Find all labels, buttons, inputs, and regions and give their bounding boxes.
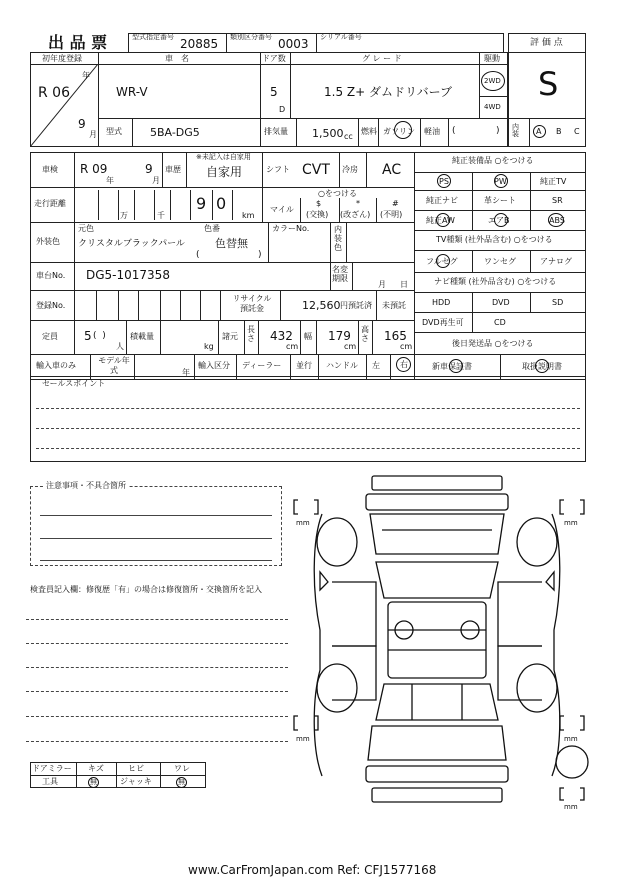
equip-sr: SR <box>552 196 563 205</box>
grade-value: 1.5 Z+ ダムドリバーブ <box>324 85 453 99</box>
legend-broken: ワレ <box>174 764 190 773</box>
grade-label: グ レ ー ド <box>362 54 402 63</box>
handle-label: ハンドル <box>326 361 358 370</box>
first-reg-year-unit: 年 <box>82 71 90 80</box>
class-no-label: 類別区分番号 <box>230 33 272 41</box>
inspection-month-unit: 月 <box>152 176 160 185</box>
caution-box <box>30 486 282 566</box>
parallel-option: 並行 <box>296 361 312 370</box>
first-reg-year: R 06 <box>38 85 70 101</box>
fuel-diesel: 軽油 <box>424 127 440 136</box>
recycle-amount: 12,560 <box>302 299 341 312</box>
fuel-label: 燃料 <box>361 127 377 136</box>
exchange-symbol: $ <box>316 199 322 208</box>
sen-unit: 千 <box>157 211 165 220</box>
recycle-label: リサイクル預託金 <box>232 294 272 313</box>
history-note: ※未記入は自家用 <box>196 153 251 161</box>
first-reg-month-unit: 月 <box>89 130 97 139</box>
navi-dvd-play: DVD再生可 <box>422 318 464 327</box>
later-manual: 取扱説明書 <box>522 362 562 371</box>
handle-right: 右 <box>400 360 408 369</box>
recycle-unpaid: 未預託 <box>382 301 406 310</box>
model-year-label: モデル年式 <box>98 356 130 375</box>
inspection-year: R 09 <box>80 162 108 176</box>
equip-pw: PW <box>494 177 507 186</box>
circle-note: ○をつける <box>318 189 357 198</box>
navi-sd: SD <box>552 298 564 307</box>
history-label: 車歴 <box>165 165 181 174</box>
mm-front-left: mm <box>296 519 310 527</box>
displacement-label: 排気量 <box>264 127 288 136</box>
altered-label: (改ざん) <box>340 210 371 219</box>
dims-label: 諸元 <box>222 332 238 341</box>
recycle-status: 円預託済 <box>340 301 372 310</box>
height-value: 165 <box>384 329 407 343</box>
unknown-label: (不明) <box>380 210 403 219</box>
chassis-label: 車台No. <box>36 271 66 280</box>
interior-c: C <box>574 127 580 136</box>
load-unit: kg <box>204 342 214 351</box>
eval-score: S <box>538 65 559 103</box>
interior-a: A <box>536 127 542 136</box>
width-unit: cm <box>344 342 357 351</box>
drive-4wd: 4WD <box>484 103 501 111</box>
height-label: 高さ <box>361 325 369 343</box>
first-reg-month: 9 <box>78 117 86 131</box>
reg-label: 登録No. <box>36 301 66 310</box>
dealer-option: ディーラー <box>242 361 282 370</box>
length-value: 432 <box>270 329 293 343</box>
fuel-paren-close: ) <box>496 126 500 136</box>
mm-spare: mm <box>564 803 578 811</box>
interior-color-label: 内装色 <box>334 225 342 252</box>
height-unit: cm <box>400 342 413 351</box>
drive-2wd: 2WD <box>484 77 501 85</box>
km-unit: km <box>242 211 255 220</box>
displacement-value: 1,500 <box>312 127 344 140</box>
equip-leather: 革シート <box>484 196 516 205</box>
eval-label: 評 価 点 <box>530 38 563 48</box>
legend-door-mirror: ドアミラー <box>32 764 72 773</box>
altered-symbol: * <box>356 199 360 208</box>
sales-point-label: セールスポイント <box>42 379 106 388</box>
form-title: 出 品 票 <box>48 33 108 52</box>
tv-label: TV種類 (社外品含む) ○をつける <box>436 235 553 244</box>
doors-value: 5 <box>270 85 278 99</box>
capacity-paren: ( ) <box>93 331 106 341</box>
equip-navi: 純正ナビ <box>426 196 458 205</box>
person-unit: 人 <box>116 342 124 351</box>
color-paren-open: ( <box>196 250 200 260</box>
mileage-label: 走行距離 <box>34 199 66 208</box>
length-unit: cm <box>286 342 299 351</box>
later-warranty: 新車保証書 <box>432 362 472 371</box>
load-label: 積載量 <box>130 332 154 341</box>
model-year-unit: 年 <box>182 368 190 377</box>
inspection-label: 車検 <box>42 165 58 174</box>
chassis-value: DG5-1017358 <box>86 268 170 282</box>
car-diagram <box>292 470 602 820</box>
tv-analog: アナログ <box>540 257 572 266</box>
unknown-symbol: # <box>392 199 399 208</box>
shift-label: シフト <box>266 165 290 174</box>
legend-crack: ヒビ <box>128 764 144 773</box>
original-color: クリスタルブラックパール <box>78 239 185 249</box>
mm-front-right: mm <box>564 519 578 527</box>
legend-tools-mark: 無 <box>90 778 97 786</box>
caution-label: 注意事項・不具合箇所 <box>46 481 126 490</box>
doors-suffix: D <box>279 105 286 114</box>
navi-dvd: DVD <box>492 298 510 307</box>
shift-value: CVT <box>302 162 330 178</box>
width-label: 幅 <box>304 332 312 341</box>
capacity-label: 定員 <box>42 332 58 341</box>
serial-label: シリアル番号 <box>320 33 362 41</box>
interior-label: 内装 <box>512 123 519 138</box>
original-color-label: 元色 <box>78 224 94 233</box>
mileage-digit-2: 0 <box>216 194 227 213</box>
ac-label: 冷房 <box>342 165 358 174</box>
drive-label: 駆動 <box>484 54 500 63</box>
history-value: 自家用 <box>206 165 243 179</box>
later-label: 後日発送品 ○をつける <box>452 339 534 348</box>
capacity-value: 5 <box>84 329 92 343</box>
doors-label: ドア数 <box>262 54 286 63</box>
mm-rear-right: mm <box>564 735 578 743</box>
car-name-label: 車 名 <box>165 54 189 63</box>
equip-aw: 純正AW <box>426 216 455 225</box>
navi-label: ナビ種類 (社外品含む) ○をつける <box>434 277 557 286</box>
name-change-day-unit: 日 <box>400 280 408 289</box>
tv-fullseg: フルセグ <box>426 257 458 266</box>
footer-watermark: www.CarFromJapan.com Ref: CFJ1577168 <box>188 863 437 877</box>
color-paren-close: ) <box>258 250 262 260</box>
repaint-value: 色替無 <box>215 237 248 250</box>
exterior-label: 外装色 <box>36 237 60 246</box>
sales-point-box <box>30 376 586 462</box>
inspector-label: 検査員記入欄：修復歴「有」の場合は修復箇所・交換箇所を記入 <box>30 585 262 594</box>
interior-b: B <box>556 127 562 136</box>
ac-value: AC <box>382 162 402 178</box>
name-change-label: 名変期限 <box>332 265 348 283</box>
first-reg-label: 初年度登録 <box>42 54 82 63</box>
model-no-label: 型式指定番号 <box>132 33 174 41</box>
displacement-unit: cc <box>344 132 353 141</box>
model-no: 20885 <box>180 37 219 51</box>
legend-tools: 工具 <box>42 777 58 786</box>
type-value: 5BA-DG5 <box>150 126 200 139</box>
type-label: 型式 <box>106 127 122 136</box>
tv-oneseg: ワンセグ <box>484 257 516 266</box>
fuel-paren-open: ( <box>452 126 456 136</box>
legend-scratch: キズ <box>88 764 104 773</box>
navi-hdd: HDD <box>432 298 451 307</box>
man-unit: 万 <box>120 211 128 220</box>
import-label: 輸入車のみ <box>36 361 76 370</box>
class-no: 0003 <box>278 37 309 51</box>
mile-label: マイル <box>270 205 294 214</box>
equip-tv: 純正TV <box>540 177 567 186</box>
exchange-label: (交換) <box>306 210 329 219</box>
equip-airbag: エアB <box>488 216 510 225</box>
fuel-gasoline: ガソリン <box>383 127 415 136</box>
equip-abs: ABS <box>549 216 565 225</box>
navi-cd: CD <box>494 318 506 327</box>
genuine-label: 純正装備品 ○をつける <box>452 156 534 165</box>
color-code-label: カラーNo. <box>272 224 310 233</box>
inspection-year-unit: 年 <box>106 176 114 185</box>
length-label: 長さ <box>247 325 255 343</box>
import-type-label: 輸入区分 <box>198 361 230 370</box>
mm-rear-left: mm <box>296 735 310 743</box>
legend-jack: ジャッキ <box>120 777 152 786</box>
equip-ps: PS <box>439 177 449 186</box>
fuel-circle <box>394 121 412 139</box>
handle-left: 左 <box>372 361 380 370</box>
inspection-month: 9 <box>145 162 153 176</box>
name-change-month-unit: 月 <box>378 280 386 289</box>
width-value: 179 <box>328 329 351 343</box>
car-name: WR-V <box>116 85 148 99</box>
legend-jack-mark: 無 <box>178 778 185 786</box>
color-no-label: 色番 <box>204 224 220 233</box>
mileage-digit-1: 9 <box>196 194 207 213</box>
